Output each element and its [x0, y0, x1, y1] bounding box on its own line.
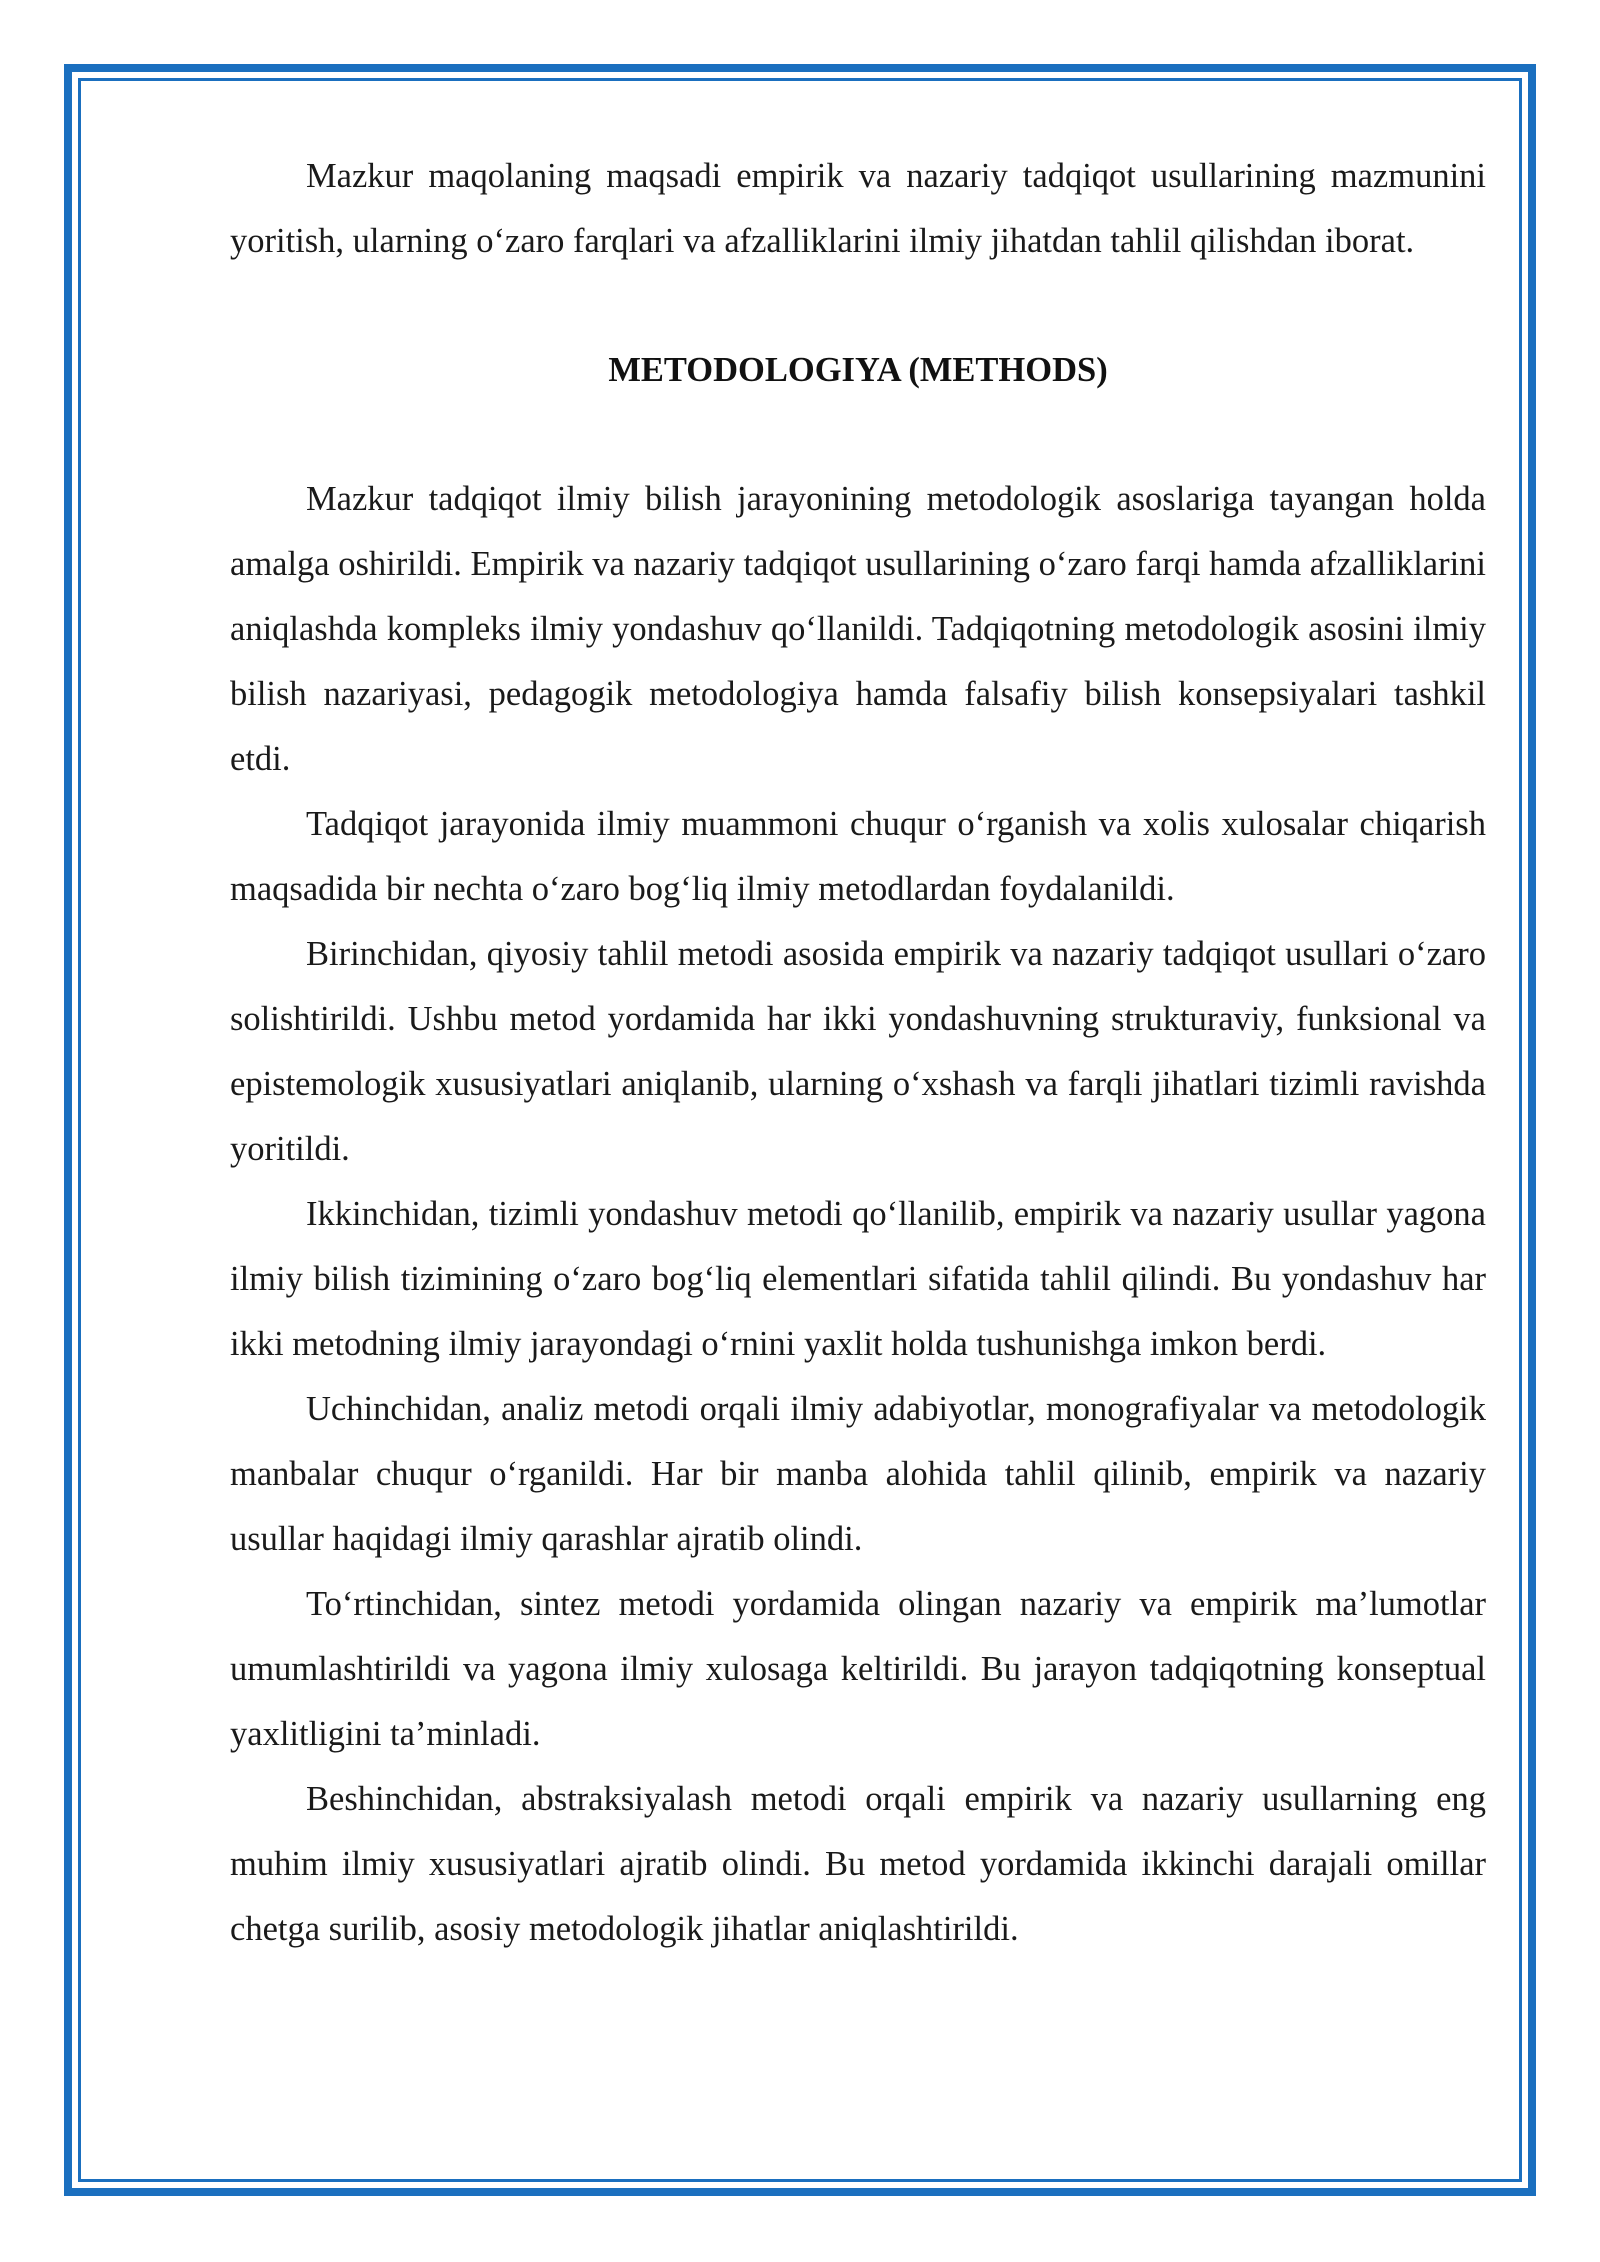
body-paragraph: Ikkinchidan, tizimli yondashuv metodi qo‘llanilib, empirik va nazariy usullar yagona ilmiy bilish tizimining o‘zaro bog‘liq elementlari sifatida tahlil qilindi. Bu yondashuv har ikki metodning ilmiy jarayondagi o‘rnini yaxlit holda tushunishga imkon berdi.	[230, 1195, 1486, 1363]
body-paragraph: Birinchidan, qiyosiy tahlil metodi asosida empirik va nazariy tadqiqot usullari o‘zaro solishtirildi. Ushbu metod yordamida har ikki yondashuvning strukturaviy, funksional va epistemologik xususiyatlari aniqlanib, ularning o‘xshash va farqli jihatlari tizimli ravishda yoritildi.	[230, 935, 1486, 1168]
body-paragraph: Mazkur tadqiqot ilmiy bilish jarayonining metodologik asoslariga tayangan holda amalga oshirildi. Empirik va nazariy tadqiqot usullarining o‘zaro farqi hamda afzalliklarini aniqlashda kompleks ilmiy yondashuv qo‘llanildi. Tadqiqotning metodologik asosini ilmiy bilish nazariyasi, pedagogik metodologiya hamda falsafiy bilish konsepsiyalari tashkil etdi.	[230, 480, 1486, 778]
document-body	[230, 144, 1486, 1962]
body-paragraph: Uchinchidan, analiz metodi orqali ilmiy adabiyotlar, monografiyalar va metodologik manbalar chuqur o‘rganildi. Har bir manba alohida tahlil qilinib, empirik va nazariy usullar haqidagi ilmiy qarashlar ajratib olindi.	[230, 1390, 1486, 1558]
body-paragraph: To‘rtinchidan, sintez metodi yordamida olingan nazariy va empirik ma’lumotlar umumlashtirildi va yagona ilmiy xulosaga keltirildi. Bu jarayon tadqiqotning konseptual yaxlitligini ta’minladi.	[230, 1585, 1486, 1753]
spacer	[230, 403, 1486, 467]
body-paragraph: Beshinchidan, abstraksiyalash metodi orqali empirik va nazariy usullarning eng muhim ilmiy xususiyatlari ajratib olindi. Bu metod yordamida ikkinchi darajali omillar chetga surilib, asosiy metodologik jihatlar aniqlashtirildi.	[230, 1780, 1486, 1948]
body-paragraph: Tadqiqot jarayonida ilmiy muammoni chuqur o‘rganish va xolis xulosalar chiqarish maqsadida bir nechta o‘zaro bog‘liq ilmiy metodlardan foydalanildi.	[230, 805, 1486, 908]
spacer	[230, 274, 1486, 338]
intro-paragraph: Mazkur maqolaning maqsadi empirik va nazariy tadqiqot usullarining mazmunini yoritish, ularning o‘zaro farqlari va afzalliklarini ilmiy jihatdan tahlil qilishdan iborat.	[230, 157, 1486, 260]
section-heading: METODOLOGIYA (METHODS)	[608, 351, 1108, 389]
